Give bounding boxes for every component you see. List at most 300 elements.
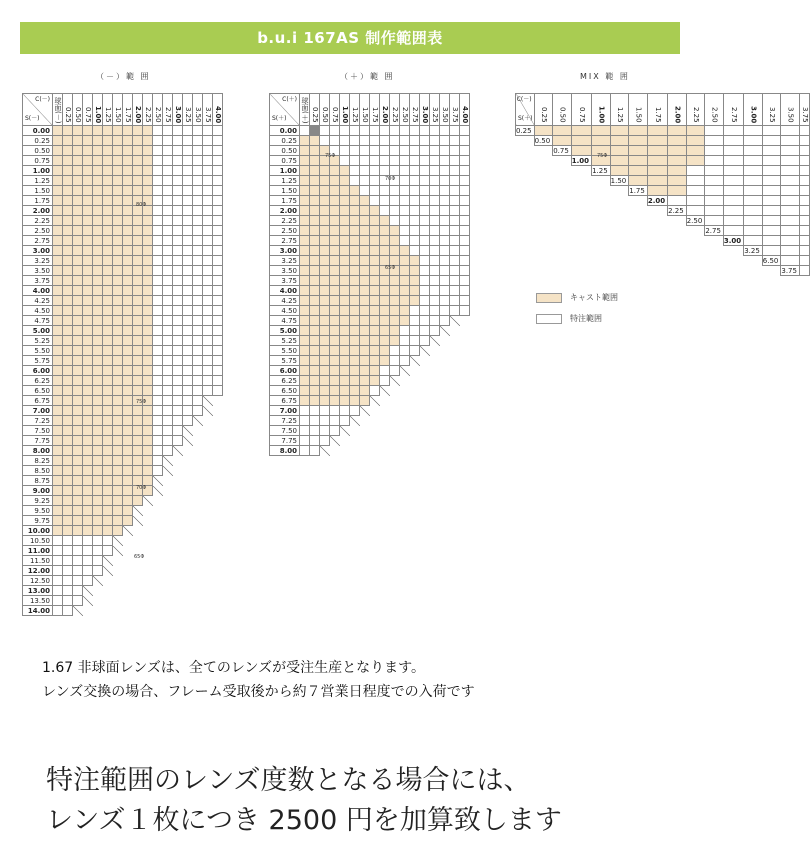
range-cell [300, 216, 310, 226]
range-cell [103, 536, 113, 546]
range-cell [63, 256, 73, 266]
spacer-cell [571, 226, 591, 236]
range-cell [213, 206, 223, 216]
sph-row-label: 8.25 [23, 456, 53, 466]
range-cell [83, 266, 93, 276]
range-cell [163, 556, 173, 566]
cyl-header-cell [430, 94, 440, 126]
range-cell [300, 376, 310, 386]
range-cell [173, 126, 183, 136]
range-cell [310, 336, 320, 346]
sph-row-label: 7.75 [23, 436, 53, 446]
sph-row-label: 6.50 [270, 386, 300, 396]
spacer-cell [534, 186, 553, 196]
range-cell [143, 516, 153, 526]
sph-row-label: 6.50 [23, 386, 53, 396]
table-row [23, 356, 223, 366]
range-cell [647, 126, 667, 136]
range-cell [133, 366, 143, 376]
range-cell [213, 496, 223, 506]
range-cell [153, 146, 163, 156]
range-cell [203, 376, 213, 386]
range-cell [133, 426, 143, 436]
range-cell [63, 406, 73, 416]
range-cell [123, 226, 133, 236]
range-cell [163, 386, 173, 396]
range-cell [173, 176, 183, 186]
range-cell [63, 466, 73, 476]
range-cell [53, 476, 63, 486]
range-cell [63, 326, 73, 336]
range-cell [410, 316, 420, 326]
range-cell [799, 126, 809, 136]
table-row [23, 606, 223, 616]
range-cell [103, 296, 113, 306]
range-cell [799, 226, 809, 236]
range-cell [723, 176, 743, 186]
range-cell [370, 136, 380, 146]
spacer-cell [762, 266, 781, 276]
range-cell [390, 316, 400, 326]
range-cell [143, 126, 153, 136]
range-cell [123, 416, 133, 426]
sph-row-label: 0.75 [270, 156, 300, 166]
range-cell [450, 266, 460, 276]
range-cell [183, 536, 193, 546]
range-cell [73, 466, 83, 476]
range-cell [320, 186, 330, 196]
range-cell [360, 316, 370, 326]
range-cell [340, 326, 350, 336]
range-cell [83, 606, 93, 616]
spacer-cell [723, 256, 743, 266]
corner-cyl-label: C(－) [516, 96, 532, 103]
sph-row-label: 2.75 [23, 236, 53, 246]
range-cell [123, 326, 133, 336]
range-cell [390, 216, 400, 226]
range-cell [360, 346, 370, 356]
range-cell [450, 326, 460, 336]
spacer-cell [668, 226, 687, 236]
range-cell [133, 406, 143, 416]
range-cell [173, 516, 183, 526]
range-cell [310, 286, 320, 296]
range-cell [310, 246, 320, 256]
range-cell [213, 396, 223, 406]
header-row [270, 94, 470, 126]
range-cell [723, 206, 743, 216]
range-cell [163, 366, 173, 376]
range-cell [420, 256, 430, 266]
range-cell [350, 196, 360, 206]
spacer-cell [571, 256, 591, 266]
range-cell [93, 136, 103, 146]
range-cell [310, 436, 320, 446]
range-cell [799, 266, 809, 276]
range-cell [153, 296, 163, 306]
range-cell [380, 276, 390, 286]
spacer-cell [647, 266, 667, 276]
spacer-cell [516, 226, 535, 236]
range-cell [83, 336, 93, 346]
range-cell [163, 256, 173, 266]
range-cell [390, 236, 400, 246]
range-cell [53, 126, 63, 136]
range-cell [183, 226, 193, 236]
sph-row-label: 3.25 [270, 256, 300, 266]
range-cell [73, 586, 83, 596]
table-row [270, 366, 470, 376]
range-cell [103, 566, 113, 576]
range-cell [420, 186, 430, 196]
range-cell [143, 386, 153, 396]
sph-row-label: 0.50 [534, 136, 553, 146]
table-row [270, 416, 470, 426]
range-cell [173, 496, 183, 506]
range-cell [390, 206, 400, 216]
range-cell [350, 166, 360, 176]
cyl-header-value: 1.75 [653, 107, 662, 123]
range-cell [103, 476, 113, 486]
range-cell [143, 406, 153, 416]
range-cell [93, 316, 103, 326]
range-cell [173, 546, 183, 556]
range-cell [553, 126, 572, 136]
range-cell [173, 426, 183, 436]
range-cell [705, 156, 724, 166]
corner-cyl-label: C(－) [35, 96, 50, 103]
cyl-header-cell [360, 94, 370, 126]
range-cell [300, 156, 310, 166]
range-cell [83, 146, 93, 156]
spacer-cell [705, 246, 724, 256]
range-cell [93, 346, 103, 356]
range-cell [93, 546, 103, 556]
range-cell [410, 326, 420, 336]
range-cell [113, 266, 123, 276]
range-cell [410, 336, 420, 346]
range-cell [113, 366, 123, 376]
range-cell [330, 126, 340, 136]
range-cell [799, 186, 809, 196]
range-cell [370, 196, 380, 206]
range-cell [380, 416, 390, 426]
range-cell [133, 526, 143, 536]
range-cell [163, 566, 173, 576]
range-cell [93, 206, 103, 216]
sph-row-label: 2.25 [270, 216, 300, 226]
table-row [270, 426, 470, 436]
range-cell [173, 346, 183, 356]
range-cell [430, 306, 440, 316]
range-cell [350, 226, 360, 236]
cyl-header-cell [370, 94, 380, 126]
range-cell [63, 346, 73, 356]
cyl-header-value: 0.50 [558, 107, 567, 123]
range-cell [173, 266, 183, 276]
range-cell [53, 516, 63, 526]
range-cell [203, 296, 213, 306]
range-cell [440, 346, 450, 356]
range-cell [113, 256, 123, 266]
range-cell [350, 356, 360, 366]
cyl-header-cell [668, 94, 687, 126]
range-cell [762, 206, 781, 216]
range-cell [450, 286, 460, 296]
range-cell [320, 396, 330, 406]
range-cell [629, 146, 648, 156]
cyl-header-value: 2.75 [411, 107, 419, 123]
spacer-cell [553, 166, 572, 176]
range-cell [103, 386, 113, 396]
cyl-header-value: 4.00 [214, 105, 222, 123]
range-cell [83, 176, 93, 186]
range-cell [93, 466, 103, 476]
spacer-cell [571, 176, 591, 186]
range-cell [390, 166, 400, 176]
range-cell [53, 176, 63, 186]
spacer-cell [571, 236, 591, 246]
range-cell [183, 356, 193, 366]
range-cell [103, 316, 113, 326]
range-cell [360, 226, 370, 236]
range-cell [173, 416, 183, 426]
range-cell [350, 376, 360, 386]
range-cell [213, 276, 223, 286]
range-cell [310, 176, 320, 186]
table-row [516, 236, 810, 246]
range-cell [410, 296, 420, 306]
range-cell [203, 526, 213, 536]
range-cell [213, 186, 223, 196]
range-cell [113, 296, 123, 306]
range-cell [93, 126, 103, 136]
range-cell [133, 376, 143, 386]
spacer-cell [592, 246, 611, 256]
range-cell [340, 336, 350, 346]
range-cell [534, 126, 553, 136]
range-cell [83, 286, 93, 296]
range-cell [73, 426, 83, 436]
sph-only-header-text: 球面(－) [54, 96, 62, 123]
range-cell [203, 446, 213, 456]
sph-row-label: 1.00 [270, 166, 300, 176]
range-cell [153, 566, 163, 576]
range-cell [420, 296, 430, 306]
range-cell [73, 526, 83, 536]
range-cell [53, 276, 63, 286]
range-cell [370, 216, 380, 226]
range-cell [63, 536, 73, 546]
range-cell [203, 456, 213, 466]
range-cell [73, 446, 83, 456]
range-cell [350, 236, 360, 246]
corner-cell [516, 94, 535, 126]
cyl-header-value: 2.25 [144, 107, 152, 123]
range-cell [340, 136, 350, 146]
range-cell [123, 336, 133, 346]
range-cell [310, 376, 320, 386]
range-cell [420, 286, 430, 296]
range-cell [390, 136, 400, 146]
range-cell [300, 366, 310, 376]
range-cell [53, 606, 63, 616]
range-cell [330, 446, 340, 456]
range-cell [163, 376, 173, 386]
range-cell [143, 266, 153, 276]
sph-row-label: 4.50 [270, 306, 300, 316]
range-cell [400, 446, 410, 456]
range-cell [310, 206, 320, 216]
range-cell [193, 536, 203, 546]
table-row [270, 156, 470, 166]
range-cell [83, 256, 93, 266]
table-row [23, 586, 223, 596]
range-cell [123, 476, 133, 486]
range-cell [320, 426, 330, 436]
range-cell [183, 186, 193, 196]
range-cell [450, 376, 460, 386]
range-cell [360, 416, 370, 426]
sph-row-label: 3.75 [23, 276, 53, 286]
range-cell [173, 356, 183, 366]
spacer-cell [553, 206, 572, 216]
header-row [23, 94, 223, 126]
range-cell [93, 356, 103, 366]
range-cell [762, 216, 781, 226]
range-cell [173, 166, 183, 176]
range-cell [113, 576, 123, 586]
table-row [23, 576, 223, 586]
range-cell [744, 216, 763, 226]
range-cell [53, 196, 63, 206]
range-cell [320, 406, 330, 416]
range-cell [380, 306, 390, 316]
range-cell [183, 556, 193, 566]
range-cell [53, 146, 63, 156]
range-cell [173, 576, 183, 586]
range-cell [370, 406, 380, 416]
range-cell [153, 366, 163, 376]
range-cell [193, 576, 203, 586]
range-cell [183, 126, 193, 136]
sph-row-label: 1.50 [270, 186, 300, 196]
range-cell [113, 566, 123, 576]
range-cell [330, 306, 340, 316]
range-cell [83, 446, 93, 456]
range-cell [400, 266, 410, 276]
range-cell [781, 196, 800, 206]
range-cell [163, 456, 173, 466]
range-cell [193, 156, 203, 166]
sph-row-label: 0.25 [516, 126, 535, 136]
range-cell [203, 566, 213, 576]
range-cell [103, 586, 113, 596]
range-cell [592, 136, 611, 146]
range-cell [340, 266, 350, 276]
spacer-cell [553, 266, 572, 276]
range-cell [360, 146, 370, 156]
range-cell [123, 366, 133, 376]
range-cell [420, 246, 430, 256]
range-cell [153, 266, 163, 276]
range-cell [193, 376, 203, 386]
range-cell [320, 356, 330, 366]
range-cell [63, 556, 73, 566]
range-cell [450, 316, 460, 326]
range-cell [723, 146, 743, 156]
range-cell [143, 416, 153, 426]
cyl-header-value: 3.00 [749, 105, 758, 123]
range-cell [173, 276, 183, 286]
range-cell [203, 326, 213, 336]
range-cell [143, 456, 153, 466]
range-cell [63, 136, 73, 146]
range-cell [73, 476, 83, 486]
range-cell [360, 206, 370, 216]
range-cell [133, 136, 143, 146]
range-cell [440, 356, 450, 366]
range-cell [183, 416, 193, 426]
table-row [270, 206, 470, 216]
range-cell [781, 206, 800, 216]
range-cell [73, 286, 83, 296]
range-cell [460, 346, 470, 356]
range-cell [450, 356, 460, 366]
range-cell [113, 166, 123, 176]
range-cell [203, 206, 213, 216]
sph-row-label: 1.50 [610, 176, 629, 186]
cyl-header-cell [450, 94, 460, 126]
spacer-cell [723, 246, 743, 256]
range-cell [340, 126, 350, 136]
range-cell [400, 166, 410, 176]
sph-row-label: 4.25 [23, 296, 53, 306]
range-cell [213, 486, 223, 496]
range-cell [320, 276, 330, 286]
range-cell [63, 356, 73, 366]
range-cell [390, 256, 400, 266]
range-cell [153, 396, 163, 406]
range-cell [183, 506, 193, 516]
range-cell [173, 586, 183, 596]
range-cell [390, 286, 400, 296]
range-cell [173, 386, 183, 396]
table-row [23, 206, 223, 216]
cyl-header-value: 1.00 [597, 105, 606, 123]
range-cell [103, 346, 113, 356]
range-cell [430, 276, 440, 286]
range-cell [153, 406, 163, 416]
range-cell [173, 146, 183, 156]
range-cell [320, 126, 330, 136]
range-cell [113, 496, 123, 506]
range-cell [744, 136, 763, 146]
range-cell [213, 546, 223, 556]
range-cell [113, 206, 123, 216]
sph-row-label: 1.75 [270, 196, 300, 206]
range-cell [380, 336, 390, 346]
range-cell [340, 176, 350, 186]
range-cell [93, 156, 103, 166]
table-row [23, 486, 223, 496]
range-cell [133, 146, 143, 156]
range-cell [153, 326, 163, 336]
sph-row-label: 11.00 [23, 546, 53, 556]
range-cell [686, 136, 705, 146]
range-cell [440, 206, 450, 216]
sph-row-label: 4.75 [23, 316, 53, 326]
